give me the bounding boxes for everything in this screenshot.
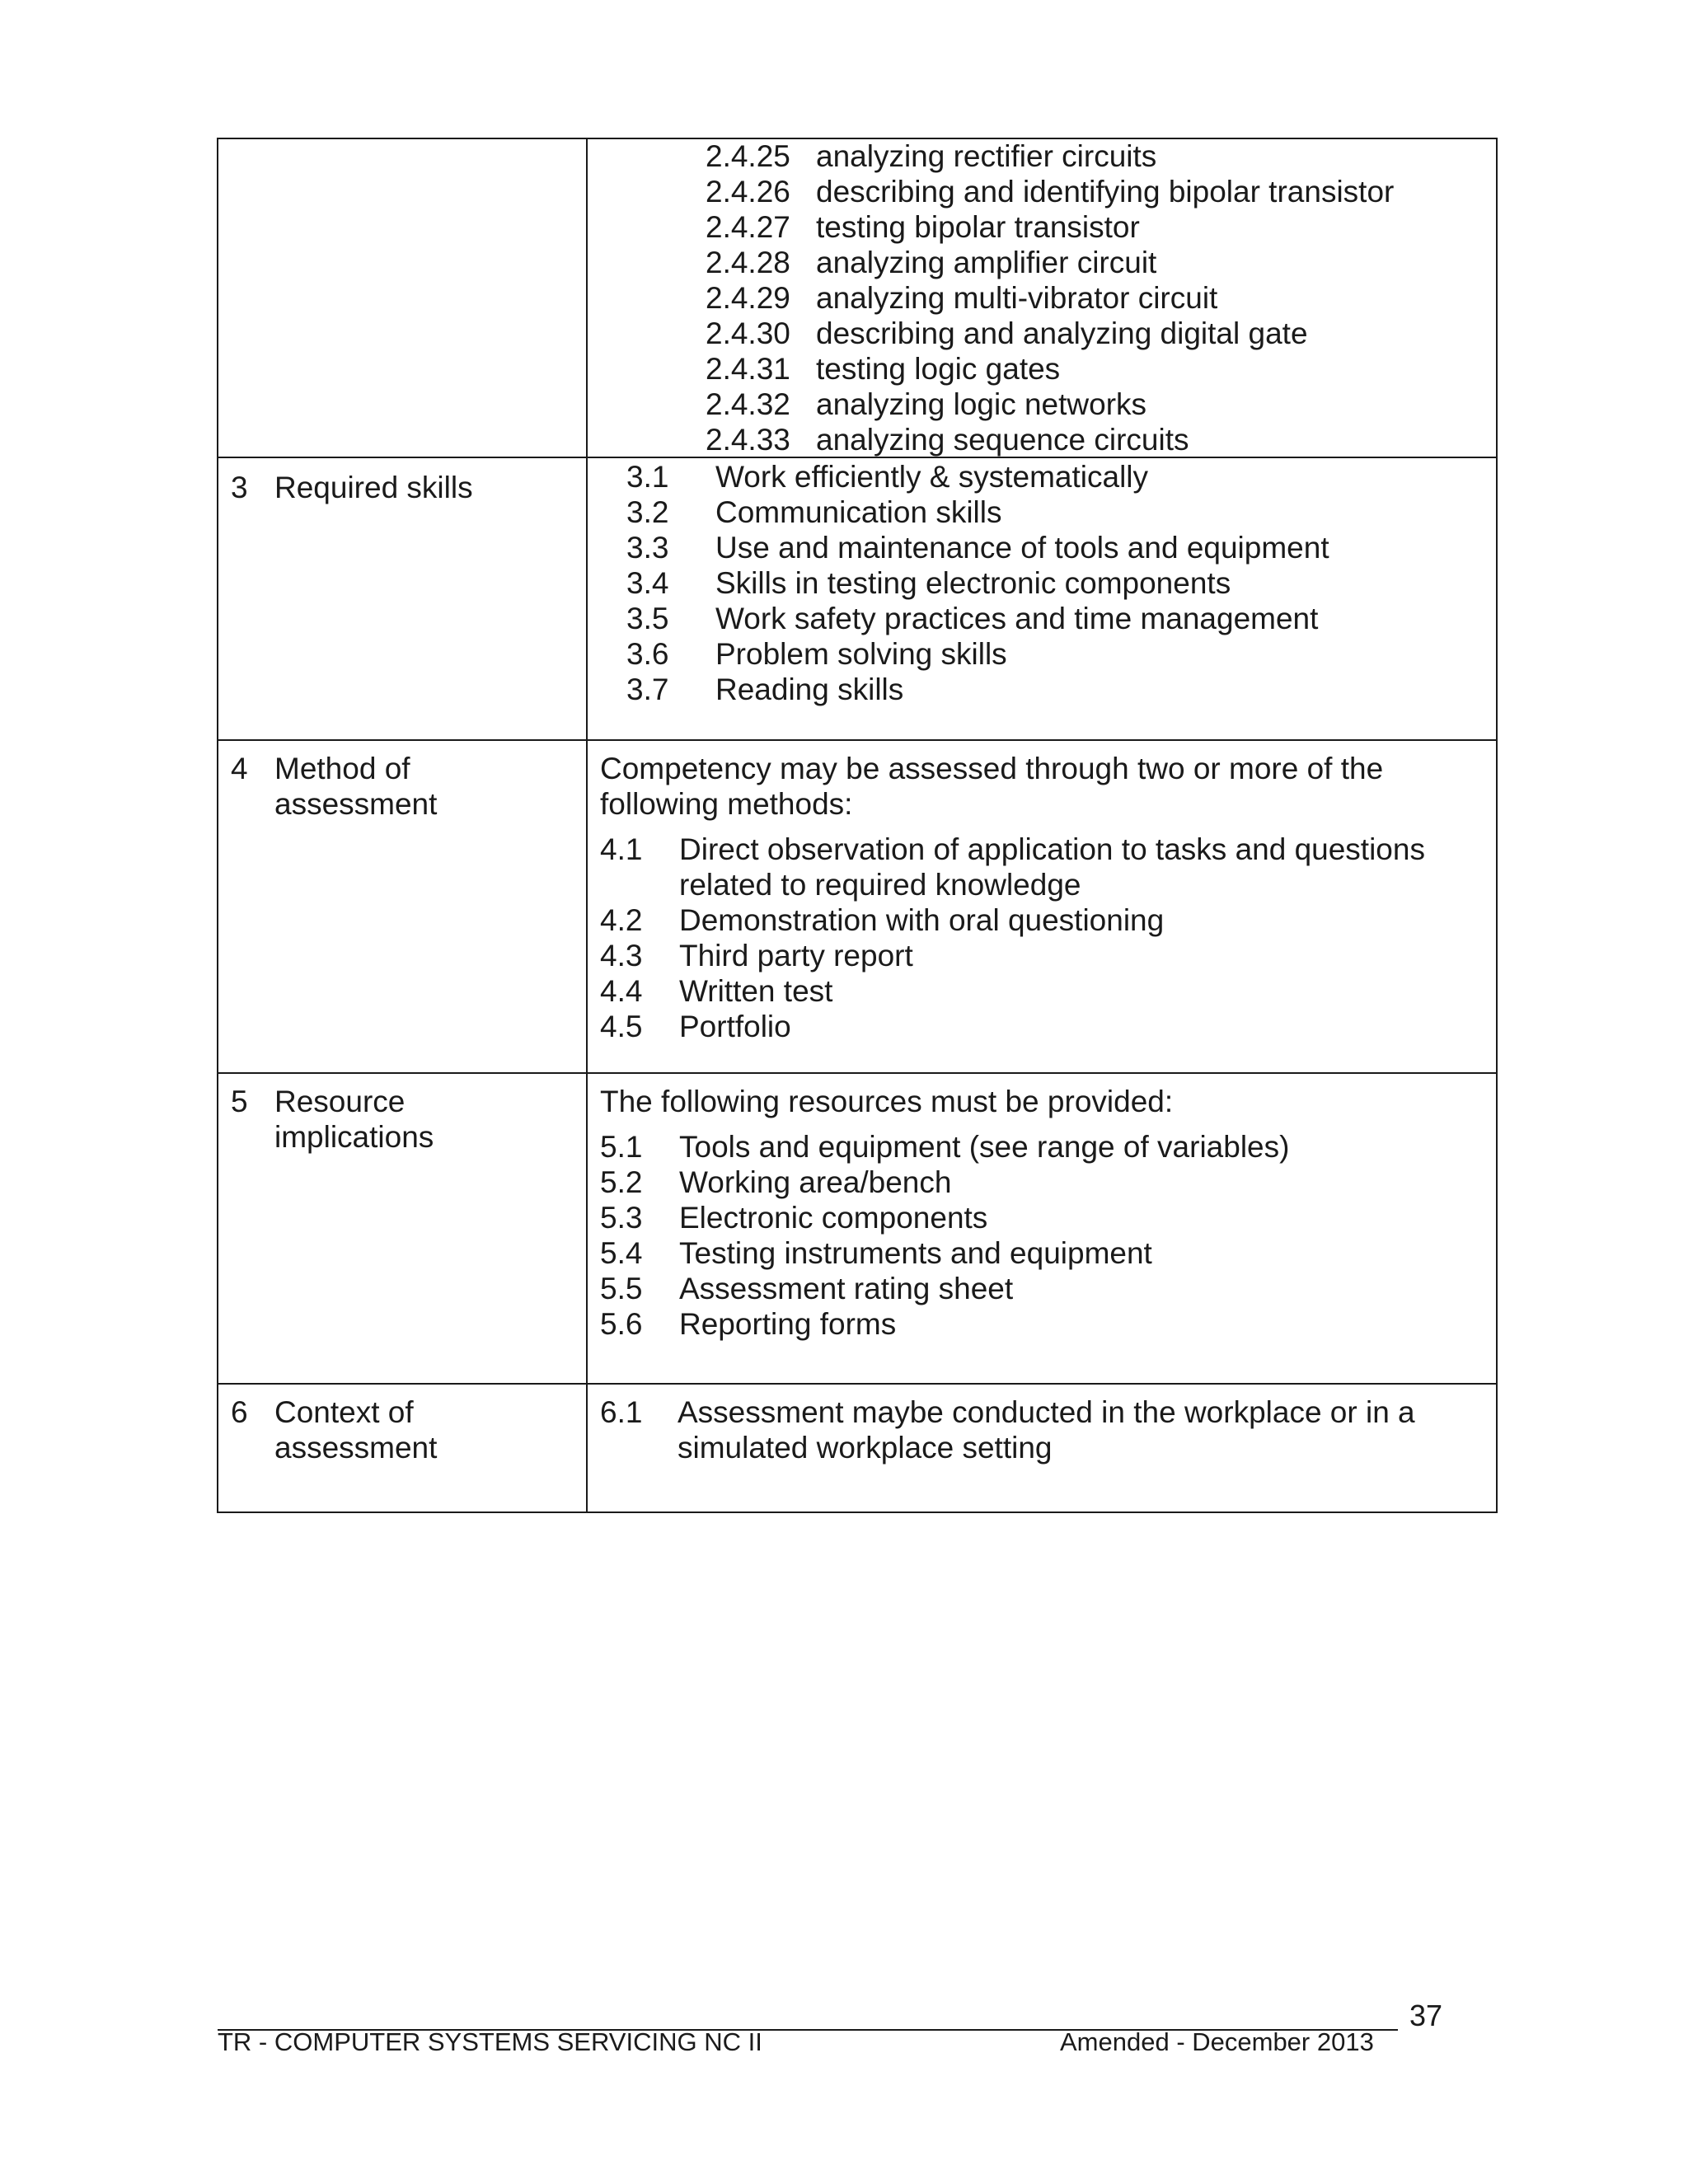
row-number: 5 xyxy=(231,1085,248,1118)
item-number: 4.5 xyxy=(600,1010,643,1043)
item-text: Assessment rating sheet xyxy=(679,1272,1014,1305)
item-number: 4.1 xyxy=(600,832,643,866)
item-text: Third party report xyxy=(679,939,913,972)
item-number: 2.4.27 xyxy=(706,210,790,244)
item-number: 2.4.32 xyxy=(706,387,790,421)
item-number: 2.4.33 xyxy=(706,423,790,457)
row-number: 3 xyxy=(231,471,248,504)
item-number: 3.4 xyxy=(626,566,669,600)
item-number: 3.3 xyxy=(626,531,669,565)
item-text: analyzing logic networks xyxy=(816,387,1147,421)
item-text: testing bipolar transistor xyxy=(816,210,1140,244)
item-number: 4.4 xyxy=(600,974,643,1008)
item-text: analyzing rectifier circuits xyxy=(816,139,1157,173)
item-text: Electronic components xyxy=(679,1201,988,1235)
item-number: 3.7 xyxy=(626,673,669,706)
item-number: 3.6 xyxy=(626,637,669,671)
item-number: 5.5 xyxy=(600,1272,643,1305)
item-number: 2.4.29 xyxy=(706,281,790,315)
intro-text: The following resources must be provided: xyxy=(600,1085,1174,1118)
item-text: Work efficiently & systematically xyxy=(715,460,1149,494)
item-text: describing and analyzing digital gate xyxy=(816,316,1308,350)
item-number: 5.3 xyxy=(600,1201,643,1235)
footer-amended: Amended - December 2013 xyxy=(1060,2027,1374,2056)
row-label: assessment xyxy=(274,1431,438,1465)
intro-text: Competency may be assessed through two or more of the xyxy=(600,752,1384,785)
item-text: analyzing sequence circuits xyxy=(816,423,1189,457)
row-label: Context of xyxy=(274,1395,414,1429)
item-text: Work safety practices and time management xyxy=(715,602,1319,635)
footer-title: TR - COMPUTER SYSTEMS SERVICING NC II xyxy=(218,2027,762,2056)
item-number: 2.4.25 xyxy=(706,139,790,173)
item-text: analyzing multi-vibrator circuit xyxy=(816,281,1218,315)
item-text: Demonstration with oral questioning xyxy=(679,903,1165,937)
item-text: Working area/bench xyxy=(679,1165,952,1199)
item-text: Testing instruments and equipment xyxy=(679,1236,1152,1270)
row-number: 6 xyxy=(231,1395,248,1429)
item-number: 4.2 xyxy=(600,903,643,937)
item-text: Use and maintenance of tools and equipment xyxy=(715,531,1329,565)
item-number: 6.1 xyxy=(600,1395,643,1429)
item-text: Direct observation of application to tasks and questions xyxy=(679,832,1425,866)
item-number: 2.4.31 xyxy=(706,352,790,386)
item-number: 5.6 xyxy=(600,1307,643,1341)
item-text: describing and identifying bipolar transistor xyxy=(816,175,1395,209)
item-number: 3.5 xyxy=(626,602,669,635)
item-text: Portfolio xyxy=(679,1010,791,1043)
row-label: implications xyxy=(274,1120,434,1154)
item-number: 2.4.30 xyxy=(706,316,790,350)
intro-text: following methods: xyxy=(600,787,853,821)
item-text: Reporting forms xyxy=(679,1307,897,1341)
item-text: Tools and equipment (see range of variables) xyxy=(679,1130,1290,1164)
item-text: Written test xyxy=(679,974,833,1008)
item-number: 5.4 xyxy=(600,1236,643,1270)
page-number: 37 xyxy=(1409,1999,1443,2032)
row-label: Method of xyxy=(274,752,410,785)
item-text: related to required knowledge xyxy=(679,868,1081,902)
item-number: 3.1 xyxy=(626,460,669,494)
item-text: Skills in testing electronic components xyxy=(715,566,1231,600)
item-number: 2.4.28 xyxy=(706,246,790,279)
item-number: 2.4.26 xyxy=(706,175,790,209)
item-text: Reading skills xyxy=(715,673,904,706)
item-text: Assessment maybe conducted in the workplace or in a xyxy=(678,1395,1415,1429)
row-label: assessment xyxy=(274,787,438,821)
row-label: Required skills xyxy=(274,471,473,504)
row-number: 4 xyxy=(231,752,248,785)
item-number: 4.3 xyxy=(600,939,643,972)
item-text: Problem solving skills xyxy=(715,637,1007,671)
row-label: Resource xyxy=(274,1085,406,1118)
item-text: Communication skills xyxy=(715,495,1002,529)
item-text: analyzing amplifier circuit xyxy=(816,246,1157,279)
item-text: simulated workplace setting xyxy=(678,1431,1053,1465)
item-number: 5.1 xyxy=(600,1130,643,1164)
item-number: 3.2 xyxy=(626,495,669,529)
item-number: 5.2 xyxy=(600,1165,643,1199)
item-text: testing logic gates xyxy=(816,352,1061,386)
